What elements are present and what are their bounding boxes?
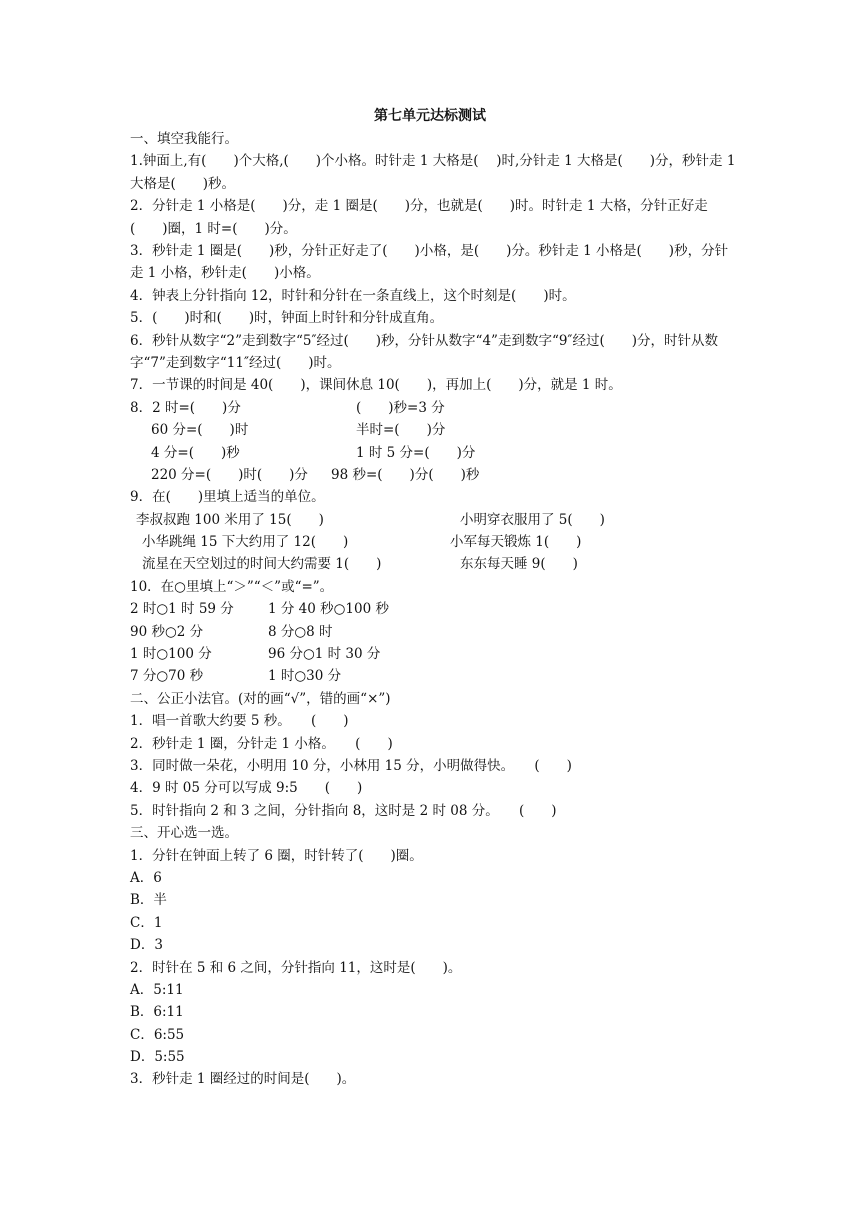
question-1-10-row	[130, 665, 740, 687]
judge-item: 2．秒针走 1 圈，分针走 1 小格。 ( )	[130, 735, 393, 752]
question-1-10-stem: 10．在○里填上“＞”“＜”或“=”。	[130, 578, 334, 595]
compare-item: 7 分○70 秒	[130, 668, 204, 685]
worksheet-content	[130, 128, 740, 1091]
question-1-10-row	[130, 598, 740, 620]
conversion-item: 98 秒=( )分( )秒	[331, 466, 480, 483]
unit-item: 小军每天锻炼 1( )	[450, 534, 582, 551]
question-1-2: 2．分针走 1 小格是( )分，走 1 圈是( )分，也就是( )时。时针走 1 大格，分针正好走( )圈，1 时=( )分。	[130, 198, 708, 237]
choice-option: D．5:55	[130, 1049, 185, 1066]
question-1-3: 3．秒针走 1 圈是( )秒，分针正好走了( )小格，是( )分。秒针走 1 小格是( )秒，分针走 1 小格，秒针走( )小格。	[130, 242, 729, 282]
page-title: 第七单元达标测试	[374, 108, 486, 124]
question-1-9-row	[130, 553, 740, 575]
conversion-item: 1 时 5 分=( )分	[356, 444, 476, 461]
question-1-9-row	[130, 509, 740, 531]
choice-option: D．3	[130, 937, 163, 954]
choice-option: C．1	[130, 914, 163, 931]
unit-item: 李叔叔跑 100 米用了 15( )	[136, 511, 324, 528]
section1-heading: 一、填空我能行。	[130, 131, 238, 147]
compare-item: 1 分 40 秒○100 秒	[268, 601, 389, 618]
conversion-item: ( )秒=3 分	[356, 399, 445, 416]
compare-item: 90 秒○2 分	[130, 623, 204, 640]
question-1-7: 7．一节课的时间是 40( )，课间休息 10( )，再加上( )分，就是 1 时。	[130, 377, 622, 394]
section2-heading: 二、公正小法官。(对的画“√”，错的画“×”)	[130, 690, 391, 707]
question-1-10-row	[130, 621, 740, 643]
judge-item: 5．时针指向 2 和 3 之间，分针指向 8，这时是 2 时 08 分。 ( )	[130, 802, 557, 819]
question-1-1: 1.钟面上,有( )个大格,( )个小格。时针走 1 大格是( )时,分针走 1 大格是( )分，秒针走 1 大格是( )秒。	[130, 153, 736, 192]
conversion-item: 4 分=( )秒	[151, 444, 240, 461]
section3-heading: 三、开心选一选。	[130, 825, 238, 842]
conversion-item: 8．2 时=( )分	[130, 399, 241, 416]
choice-question-2: 2．时针在 5 和 6 之间，分针指向 11，这时是( )。	[130, 959, 462, 976]
choice-option: B．半	[130, 892, 167, 909]
question-1-9-row	[130, 531, 740, 553]
choice-question-3: 3．秒针走 1 圈经过的时间是( )。	[130, 1071, 356, 1088]
choice-option: A．6	[130, 869, 162, 886]
choice-option: C．6:55	[130, 1026, 185, 1043]
unit-item: 小华跳绳 15 下大约用了 12( )	[142, 534, 349, 551]
compare-item: 1 时○30 分	[268, 668, 342, 685]
question-1-9-stem: 9．在( )里填上适当的单位。	[130, 489, 325, 506]
judge-item: 1．唱一首歌大约要 5 秒。 ( )	[130, 713, 349, 730]
compare-item: 8 分○8 时	[268, 623, 333, 640]
question-1-8-row	[130, 419, 740, 441]
compare-item: 1 时○100 分	[130, 646, 212, 663]
judge-item: 4．9 时 05 分可以写成 9:5 ( )	[130, 780, 363, 797]
question-1-8-row	[130, 442, 740, 464]
question-1-6: 6．秒针从数字“2”走到数字“5″经过( )秒，分针从数字“4”走到数字“9″经过( )分，时针从数字“7”走到数字“11″经过( )时。	[130, 332, 719, 371]
question-1-5: 5．( )时和( )时，钟面上时针和分针成直角。	[130, 310, 444, 327]
question-1-10-row	[130, 643, 740, 665]
choice-option: A．5:11	[130, 981, 184, 998]
compare-item: 96 分○1 时 30 分	[268, 646, 381, 663]
conversion-item: 220 分=( )时( )分	[151, 466, 308, 483]
choice-question-1: 1．分针在钟面上转了 6 圈，时针转了( )圈。	[130, 847, 423, 864]
unit-item: 流星在天空划过的时间大约需要 1( )	[142, 556, 382, 573]
choice-option: B．6:11	[130, 1004, 184, 1021]
compare-item: 2 时○1 时 59 分	[130, 601, 234, 618]
question-1-8-row	[130, 397, 740, 419]
judge-item: 3．同时做一朵花，小明用 10 分，小林用 15 分，小明做得快。 ( )	[130, 758, 572, 774]
unit-item: 东东每天睡 9( )	[460, 556, 578, 573]
unit-item: 小明穿衣服用了 5( )	[460, 511, 605, 528]
conversion-item: 60 分=( )时	[151, 422, 249, 439]
conversion-item: 半时=( )分	[356, 422, 446, 439]
question-1-4: 4．钟表上分针指向 12，时针和分针在一条直线上，这个时刻是( )时。	[130, 287, 576, 304]
question-1-8-row	[130, 464, 740, 486]
